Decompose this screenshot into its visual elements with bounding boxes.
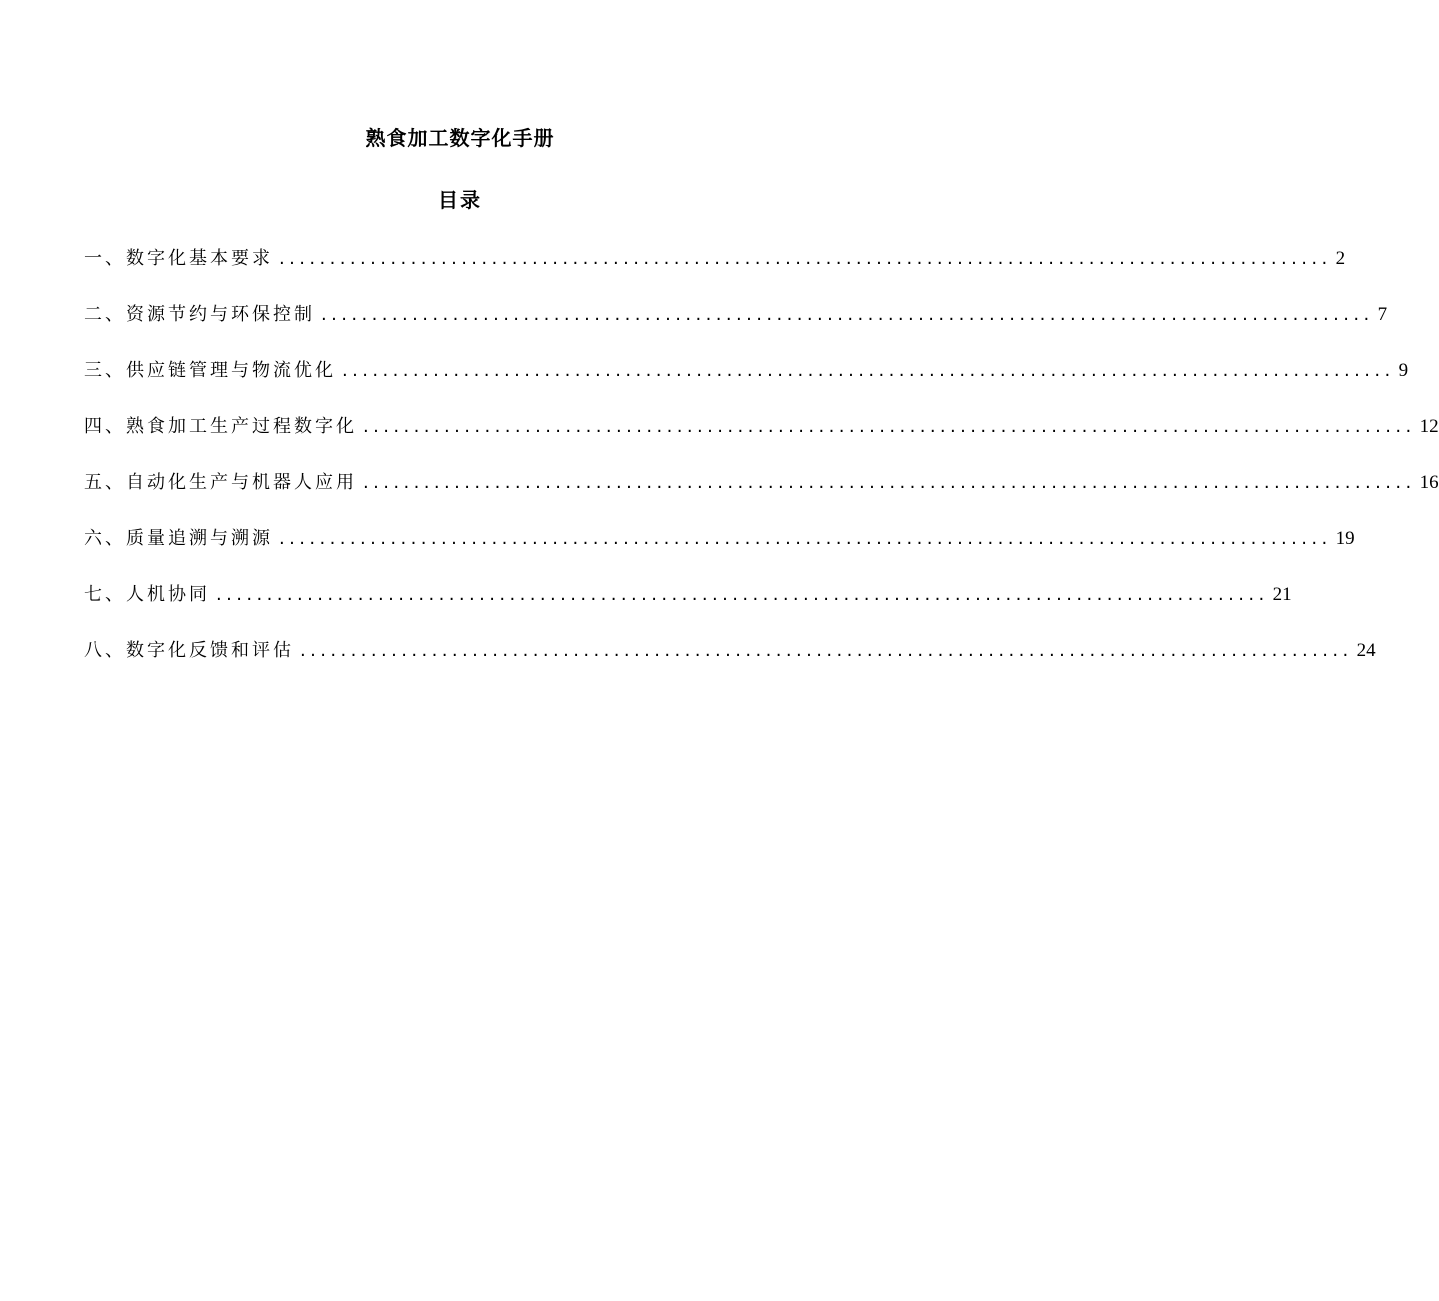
toc-dot-leader: ........................................................................................................ (279, 528, 1332, 549)
toc-entry-page: 12 (1419, 416, 1439, 437)
toc-dot-leader: ........................................................................................................ (321, 304, 1374, 325)
toc-entry-page: 21 (1272, 584, 1292, 605)
toc-entry-label: 三、供应链管理与物流优化 (84, 360, 336, 381)
toc-entry-label: 二、资源节约与环保控制 (84, 304, 315, 325)
toc-dot-leader: ........................................................................................................ (300, 640, 1353, 661)
toc-entry-7[interactable] (84, 581, 1292, 609)
toc-entry-5[interactable] (84, 469, 1439, 497)
toc-entry-label: 八、数字化反馈和评估 (84, 640, 294, 661)
toc-entry-8[interactable] (84, 637, 1376, 665)
toc-entry-label: 五、自动化生产与机器人应用 (84, 472, 357, 493)
toc-entry-3[interactable] (84, 357, 1409, 385)
toc-entry-page: 2 (1335, 248, 1346, 269)
toc-entry-page: 9 (1398, 360, 1409, 381)
toc-entry-page: 16 (1419, 472, 1439, 493)
toc-entry-6[interactable] (84, 525, 1355, 553)
toc-dot-leader: ........................................................................................................ (363, 416, 1416, 437)
toc-entry-page: 19 (1335, 528, 1355, 549)
toc-dot-leader: ........................................................................................................ (342, 360, 1395, 381)
table-of-contents (84, 245, 1439, 693)
toc-entry-4[interactable] (84, 413, 1439, 441)
toc-entry-1[interactable] (84, 245, 1346, 273)
toc-entry-page: 24 (1356, 640, 1376, 661)
toc-entry-label: 六、质量追溯与溯源 (84, 528, 273, 549)
toc-dot-leader: ........................................................................................................ (279, 248, 1332, 269)
toc-dot-leader: ........................................................................................................ (216, 584, 1269, 605)
toc-dot-leader: ........................................................................................................ (363, 472, 1416, 493)
toc-entry-label: 七、人机协同 (84, 584, 210, 605)
toc-entry-2[interactable] (84, 301, 1388, 329)
toc-entry-page: 7 (1377, 304, 1388, 325)
toc-entry-label: 四、熟食加工生产过程数字化 (84, 416, 357, 437)
toc-heading: 目录 (438, 188, 482, 212)
document-title: 熟食加工数字化手册 (365, 126, 555, 150)
toc-entry-label: 一、数字化基本要求 (84, 248, 273, 269)
